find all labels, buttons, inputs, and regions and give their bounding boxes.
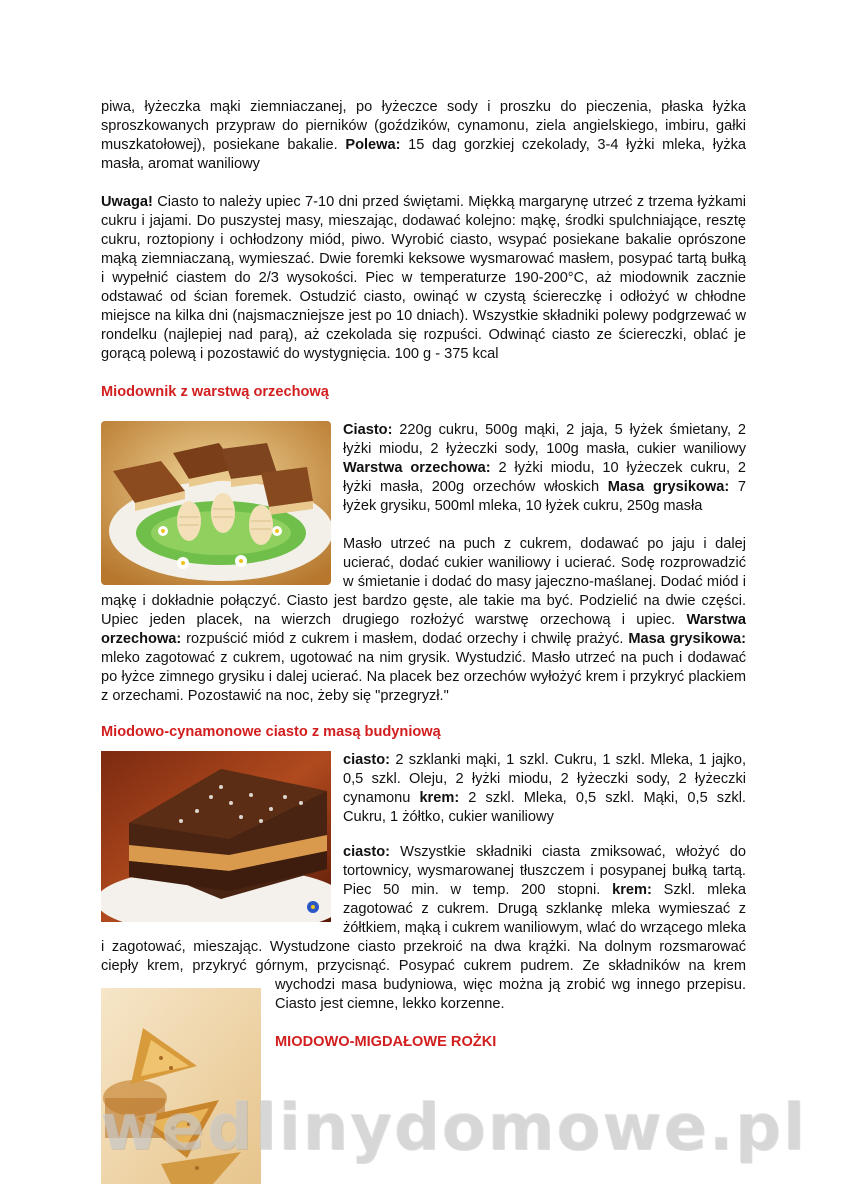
recipe1-photo — [101, 421, 331, 585]
recipe1-title: Miodownik z warstwą orzechową — [101, 384, 329, 400]
document-page — [101, 98, 746, 1184]
recipe1-ingredients: Ciasto: 220g cukru, 500g mąki, 2 jaja, 5 łyżek śmietany, 2 łyżki miodu, 2 łyżeczki sody, 100g masła, cukier waniliowy Warstwa orzechowa: 2 łyżki miodu, 10 łyżeczek cukru, 2 łyżki masła, 200g orzechów włoskich Masa grysikowa: 7 łyżek grysiku, 500ml mleka, 10 łyżek cukru, 250g masła — [343, 422, 747, 514]
cinnamon-cake-image — [101, 751, 331, 922]
recipe3-title: MIODOWO-MIGDAŁOWE ROŻKI — [275, 1034, 497, 1050]
honey-cake-plate-image — [101, 421, 331, 585]
recipe2-title: Miodowo-cynamonowe ciasto z masą budyniową — [101, 724, 441, 740]
recipe1-preparation: Masło utrzeć na puch z cukrem, dodawać po jaju i dalej ucierać, dodać cukier waniliowy i ucierać. Sodę rozprowadzić w śmietanie i dodać do masy jajeczno-maślanej. Dodać miód i mąkę i dokładnie połączyć. Ciasto jest bardzo gęste, ale takie ma być. Podzielić na dwie części. Upiec jeden placek, na wierzch drugiego rozłożyć warstwę orzechową i upiec. Warstwa orzechowa: rozpuścić miód z cukrem i masłem, dodać orzechy i chwilę prażyć. Masa grysikowa: mleko zagotować z cukrem, ugotować na nim grysik. Wystudzić. Masło utrzeć na puch i dodawać po łyżce zimnego grysiku i dalej ucierać. Na placek bez orzechów wyłożyć krem i przykryć plackiem z orzechami. Pozostawić na noc, żeby się "przegryzł." — [101, 536, 747, 704]
recipe2-preparation: ciasto: Wszystkie składniki ciasta zmiksować, włożyć do tortownicy, wysmarowanej tłuszczem i posypanej bułką tartą. Piec 50 min. w temp. 200 stopni. krem: Szkl. mleka zagotować z cukrem. Drugą szklankę mleka wymieszać z żółtkiem, mąką i cukrem waniliowym, wlać do wrzącego mleka i zagotować, mieszając. Wystudzone ciasto przekroić na dwa krążki. Na dolnym rozsmarować ciepły krem, przykryć górnym, przycisnąć. Posypać cukrem pudrem. Ze składników na krem wychodzi masa budyniowa, więc można ją zrobić wg innego przepisu. Ciasto jest ciemne, lekko korzenne. — [101, 844, 746, 1012]
flower-icon — [307, 901, 319, 913]
recipe2-photo — [101, 751, 331, 922]
watermark: wedlinydomowe.pl — [100, 1091, 807, 1165]
uwaga-paragraph: Uwaga! Ciasto to należy upiec 7-10 dni przed świętami. Miękką margarynę utrzeć z trzema łyżkami cukru i jajami. Do puszystej masy, mieszając, dodawać kolejno: mąkę, środki spulchniające, resztę cukru, roztopiony i ochłodzony miód, piwo. Wyrobić ciasto, wsypać posiekane bakalie oprószone mąką ziemniaczaną, wymieszać. Dwie foremki keksowe wysmarować masłem, posypać tartą bułką i wypełnić ciastem do 2/3 wysokości. Piec w temperaturze 190-200°C, aż miodownik zacznie odstawać od ścian foremek. Ostudzić ciasto, owinąć w czystą ściereczkę i odłożyć w chłodne miejsce na kilka dni (najsmaczniejsze jest po 10 dniach). Wszystkie składniki polewy podgrzewać w rondelku (najlepiej nad parą), aż czekolada się rozpuści. Odwinąć ciasto ze ściereczki, oblać je gorącą polewą i pozostawić do wystygnięcia. 100 g - 375 kcal — [101, 194, 746, 362]
recipe2-ingredients: ciasto: 2 szklanki mąki, 1 szkl. Cukru, 1 szkl. Mleka, 1 jajko, 0,5 szkl. Oleju, 2 łyżki miodu, 2 łyżeczki sody, 2 łyżeczki cynamonu krem: 2 szkl. Mleka, 0,5 szkl. Mąki, 0,5 szkl. Cukru, 1 żółtko, cukier waniliowy — [343, 752, 746, 825]
intro-paragraph: piwa, łyżeczka mąki ziemniaczanej, po łyżeczce sody i proszku do pieczenia, płaska łyżka sproszkowanych przypraw do pierników (goździków, cynamonu, ziela angielskiego, imbiru, gałki muszkatołowej), posiekane bakalie. Polewa: 15 dag gorzkiej czekolady, 3-4 łyżki mleka, łyżka masła, aromat waniliowy — [101, 99, 746, 172]
